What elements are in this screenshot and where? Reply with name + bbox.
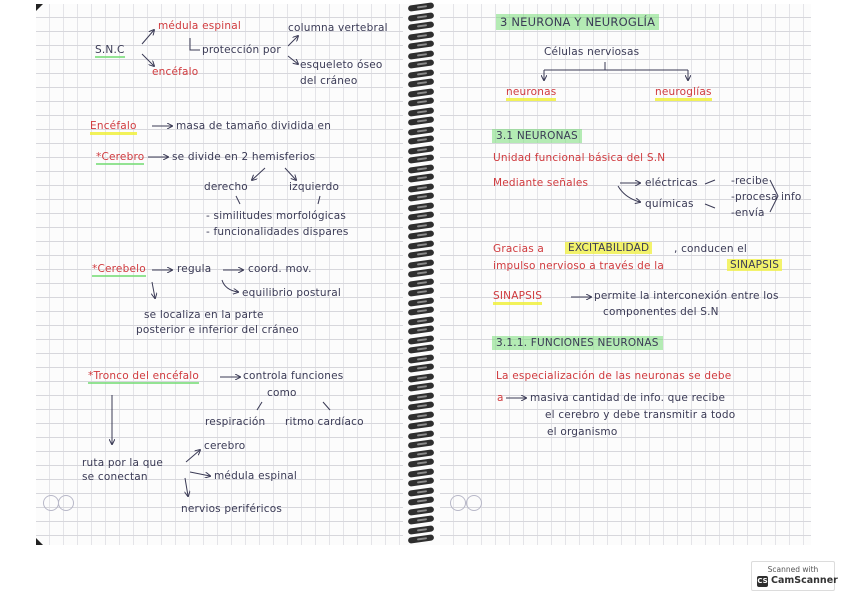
procesa-text: -procesa — [731, 191, 778, 203]
encefalo-heading: Encéfalo — [90, 120, 137, 135]
esqueleto-text: esqueleto óseo — [300, 59, 383, 71]
tronco-label: *Tronco del encéfalo — [88, 370, 200, 382]
gracias-text: Gracias a — [493, 243, 545, 255]
electricas-text: eléctricas — [645, 177, 698, 189]
columna-vertebral-text: columna vertebral — [288, 22, 388, 34]
derecho-text: derecho — [204, 181, 248, 193]
cerebro-label: *Cerebro — [96, 151, 145, 163]
encefalo-definition: masa de tamaño dividida en — [176, 120, 332, 132]
proteccion-text: protección por — [202, 44, 281, 56]
medula-low-text: médula espinal — [214, 470, 298, 482]
organismo-text: el organismo — [547, 426, 618, 438]
camscanner-name: CamScanner — [771, 575, 838, 586]
ritmo-text: ritmo cardíaco — [285, 416, 364, 428]
mediante-text: Mediante señales — [493, 177, 589, 189]
scanned-with-text: Scanned with — [767, 565, 819, 574]
encefalo-text: encéfalo — [152, 66, 199, 78]
envia-text: -envía — [731, 207, 765, 219]
coord-mov-text: coord. mov. — [248, 263, 312, 275]
ruta-line-1: ruta por la que — [82, 457, 164, 469]
sinapsis-highlight: SINAPSIS — [727, 259, 782, 271]
section-heading-3-1-1: 3.1.1. FUNCIONES NEURONAS — [492, 336, 663, 350]
excitabilidad-text: EXCITABILIDAD — [565, 242, 652, 254]
impulso-text: impulso nervioso a través de la — [493, 260, 664, 272]
cerebro-definition: se divide en 2 hemisferios — [172, 151, 316, 163]
a-text: a — [497, 392, 504, 404]
similitudes-text: - similitudes morfológicas — [206, 210, 347, 222]
equilibrio-text: equilibrio postural — [242, 287, 341, 299]
sinapsis-def-2: componentes del S.N — [603, 306, 719, 318]
localiza-line-1: se localiza en la parte — [144, 309, 264, 321]
neuronas-text: neuronas — [506, 86, 556, 101]
como-text: como — [267, 387, 297, 399]
camscanner-logo-icon: CS — [757, 577, 768, 585]
cerebro-debe-text: el cerebro y debe transmitir a todo — [545, 409, 736, 421]
info-text: info — [781, 191, 802, 203]
izquierdo-text: izquierdo — [289, 181, 340, 193]
sinapsis-def-1: permite la interconexión entre los — [594, 290, 779, 302]
cerebelo-label: *Cerebelo — [92, 263, 146, 275]
respiracion-text: respiración — [205, 416, 266, 428]
unidad-text: Unidad funcional básica del S.N — [493, 152, 666, 164]
camscanner-watermark — [751, 561, 838, 591]
ruta-line-2: se conectan — [82, 471, 148, 483]
page-title: 3 NEURONA Y NEUROGLÍA — [496, 14, 659, 30]
funcionalidades-text: - funcionalidades dispares — [206, 226, 349, 238]
quimicas-text: químicas — [645, 198, 694, 210]
masiva-text: masiva cantidad de info. que recibe — [530, 392, 726, 404]
sinapsis-heading: SINAPSIS — [493, 290, 542, 305]
neuroglias-text: neuroglías — [655, 86, 712, 101]
cerebro-low-text: cerebro — [204, 440, 246, 452]
especializacion-text: La especialización de las neuronas se debe — [496, 370, 732, 382]
snc-label: S.N.C — [95, 44, 125, 56]
conducen-text: , conducen el — [674, 243, 748, 255]
section-heading-3-1: 3.1 NEURONAS — [492, 129, 582, 143]
localiza-line-2: posterior e inferior del cráneo — [136, 324, 299, 336]
recibe-text: -recibe — [731, 175, 769, 187]
medula-espinal-text: médula espinal — [158, 20, 242, 32]
celulas-text: Células nerviosas — [544, 46, 640, 58]
tronco-definition: controla funciones — [243, 370, 344, 382]
nervios-text: nervios periféricos — [181, 503, 283, 515]
craneo-text: del cráneo — [300, 75, 358, 87]
cerebelo-definition: regula — [177, 263, 212, 275]
